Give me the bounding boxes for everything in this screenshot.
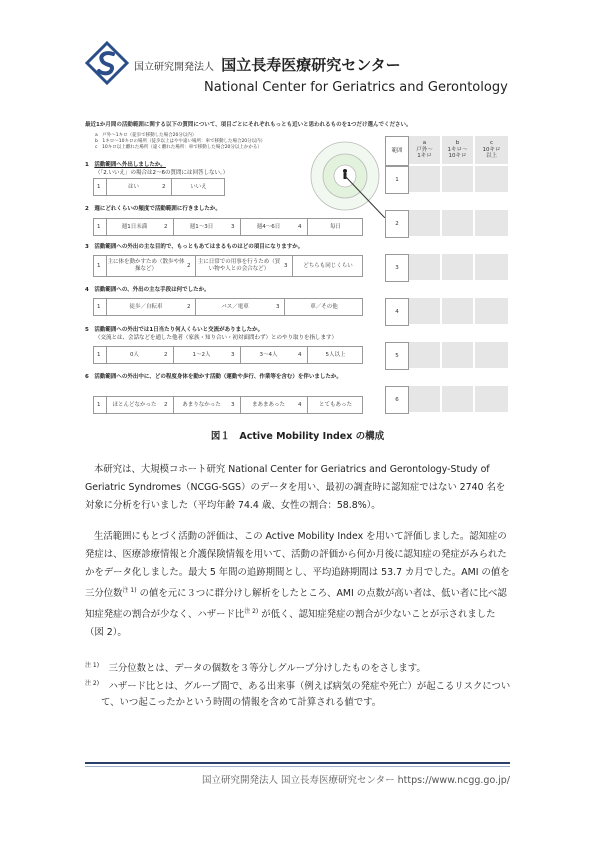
table-cell-b[interactable] (442, 386, 473, 412)
q5-options: 1 0人 2 1～2人 3 3～4人 4 5人以上 (93, 346, 363, 364)
range-c: c 10キロ以上離れた場所（遠く離れた場所：車で移動した場合20分以上かかる） (95, 145, 262, 150)
table-row-number: 2 (385, 210, 409, 238)
table-row-number: 5 (385, 342, 409, 370)
q2-option-1[interactable]: 週1日未満 (106, 219, 162, 235)
table-cell-c[interactable] (475, 298, 508, 324)
table-header-range: 範囲 (385, 136, 409, 166)
q6-options: 1 ほとんどなかった 2 あまりなかった 3 まあまあった 4 とてもあった (93, 396, 363, 414)
q4-option-3[interactable]: 車／その他 (284, 299, 363, 315)
table-cell-b[interactable] (442, 298, 473, 324)
q3-option-1[interactable]: 主に体を動かすため（散歩や体操など） (106, 256, 185, 276)
range-circles-diagram (305, 138, 385, 218)
question-5-sub: （交流とは、会話などを通した他者（家族・知り合い・初対面問わず）とのやり取りを指します） (95, 335, 338, 341)
question-1-sub: （「2.いいえ」の場合は2～6の質問には回答しない。） (95, 170, 229, 176)
org-name: 国立長寿医療研究センター (221, 56, 401, 74)
q6-option-4[interactable]: とてもあった (307, 397, 363, 413)
q1-option-1[interactable]: はい (106, 179, 160, 195)
table-cell-a[interactable] (409, 386, 440, 412)
q3-options: 1 主に体を動かすため（散歩や体操など） 2 主に日常での用事を行うため（買い物や人との会合など） 3 どちらも同じくらい (93, 255, 363, 277)
table-cell-b[interactable] (442, 166, 473, 192)
q2-options: 1 週1日未満 2 週1～3日 3 週4～6日 4 毎日 (93, 218, 363, 236)
q1-options: 1 はい 2 いいえ (93, 178, 225, 196)
table-cell-b[interactable] (442, 210, 473, 236)
table-cell-a[interactable] (409, 166, 440, 192)
q4-option-2[interactable]: バス／電車 (195, 299, 274, 315)
table-cell-b[interactable] (442, 254, 473, 280)
footer-divider-thin (85, 766, 510, 767)
q4-option-1[interactable]: 徒歩／自転車 (106, 299, 185, 315)
q2-option-2[interactable]: 週1～3日 (173, 219, 229, 235)
table-cell-a[interactable] (409, 254, 440, 280)
logo (85, 41, 129, 85)
range-a: a 戸外～1キロ（徒歩で移動した場合20分以内） (95, 133, 197, 138)
table-cell-a[interactable] (409, 210, 440, 236)
question-3: 3 活動範囲への外出の主な目的で、もっともあてはまるものはどの項目になりますか。 (85, 244, 304, 250)
q3-option-3[interactable]: どちらも同じくらい (292, 256, 363, 276)
question-5: 5 活動範囲への外出では1日当たり何人くらいと交流がありましたか。 (85, 327, 264, 333)
q5-option-3[interactable]: 3～4人 (240, 347, 296, 363)
footer-divider (85, 762, 510, 764)
note-1: $^{注 1)}$ 三分位数とは、データの個数を３等分しグループ分けしたものをさします。 (85, 662, 426, 675)
q1-option-2[interactable]: いいえ (171, 179, 225, 195)
figure (85, 122, 510, 422)
table-header-c: c 10キロ 以上 (475, 136, 508, 164)
table-cell-a[interactable] (409, 298, 440, 324)
figure-caption: 図１ Active Mobility Index の構成 (210, 431, 385, 442)
q6-option-2[interactable]: あまりなかった (173, 397, 229, 413)
question-4: 4 活動範囲への、外出の主な手段は何でしたか。 (85, 287, 210, 293)
q5-option-1[interactable]: 0人 (106, 347, 162, 363)
table-cell-b[interactable] (442, 342, 473, 368)
ncgg-logo-icon (85, 41, 129, 85)
question-2: 2 週にどれくらいの頻度で活動範囲に行きましたか。 (85, 206, 221, 212)
org-prefix: 国立研究開発法人 (134, 62, 214, 73)
q5-option-4[interactable]: 5人以上 (307, 347, 363, 363)
table-header-b: b 1キロ～ 10キロ (442, 136, 473, 164)
note-2: $^{注 2)}$ ハザード比とは、グループ間で、ある出来事（例えば病気の発症や死亡）が起こるリスクについて、いつ起こったかという時間の情報を含めて計算される値です。 (85, 680, 511, 709)
table-row-number: 6 (385, 386, 409, 414)
table-cell-c[interactable] (475, 386, 508, 412)
table-header-a: a 戸外～ 1キロ (409, 136, 440, 164)
table-row-number: 1 (385, 166, 409, 194)
q3-option-2[interactable]: 主に日常での用事を行うため（買い物や人との会合など） (195, 256, 282, 276)
table-cell-c[interactable] (475, 166, 508, 192)
question-1: 1 活動範囲へ外出しましたか。 (85, 162, 166, 168)
table-row-number: 3 (385, 254, 409, 282)
question-6: 6 活動範囲への外出中に、どの程度身体を動かす活動（運動や歩行、作業等を含む）を伴いましたか。 (85, 374, 342, 380)
table-row-number: 4 (385, 298, 409, 326)
q5-option-2[interactable]: 1～2人 (173, 347, 229, 363)
q6-option-3[interactable]: まあまあった (240, 397, 296, 413)
q2-option-4[interactable]: 毎日 (307, 219, 363, 235)
table-cell-c[interactable] (475, 210, 508, 236)
paragraph-1: 本研究は、大規模コホート研究 National Center for Geriatrics and Gerontology-Study of Geriatric Syndromes（NCGG-SGS）のデータを用い、最初の調査時に認知症ではない 2740 名を対象に分析を行いました（平均年齢 74.4 歳、女性の割合：58.8%）。 (85, 464, 506, 511)
table-cell-c[interactable] (475, 342, 508, 368)
range-b: b 1キロ～10キロの場所（徒歩以上はやや遠い場所：車で移動した場合20分以内） (95, 139, 266, 144)
paragraph-2: 生活範囲にもとづく活動の評価は、この Active Mobility Index を用いて評価しました。認知症の発症は、医療診療情報と介護保険情報を用いて、活動の評価から何か月後に認知症の発症がみられたかをデータ化しました。最大 5 年間の追跡期間とし、平均追跡期間は 53.7 カ月でした。AMI の値を三分位数$^{注 1)}$ の値を元に３つに群分けし解析をしたところ、AMI の点数が高い者は、低い者に比べ認知症発症の割合が少なく、ハザード比$^{注 2)}$ が低く、認知症発症の割合が少ないことが示されました（図 2）。 (85, 531, 510, 639)
figure-intro: 最近1か月間の活動範囲に関する以下の質問について、項目ごとにそれぞれもっとも近いと思われるものを1つだけ選んでください。 (85, 122, 412, 128)
org-title (134, 54, 401, 75)
table-cell-a[interactable] (409, 342, 440, 368)
org-name-en: National Center for Geriatrics and Gerontology (204, 80, 508, 95)
table-cell-c[interactable] (475, 254, 508, 280)
q2-option-3[interactable]: 週4～6日 (240, 219, 296, 235)
q6-option-1[interactable]: ほとんどなかった (106, 397, 162, 413)
range-table (385, 136, 510, 412)
footer-text: 国立研究開発法人 国立長寿医療研究センター https://www.ncgg.go.jp/ (201, 775, 510, 786)
q4-options: 1 徒歩／自転車 2 バス／電車 3 車／その他 (93, 298, 363, 316)
